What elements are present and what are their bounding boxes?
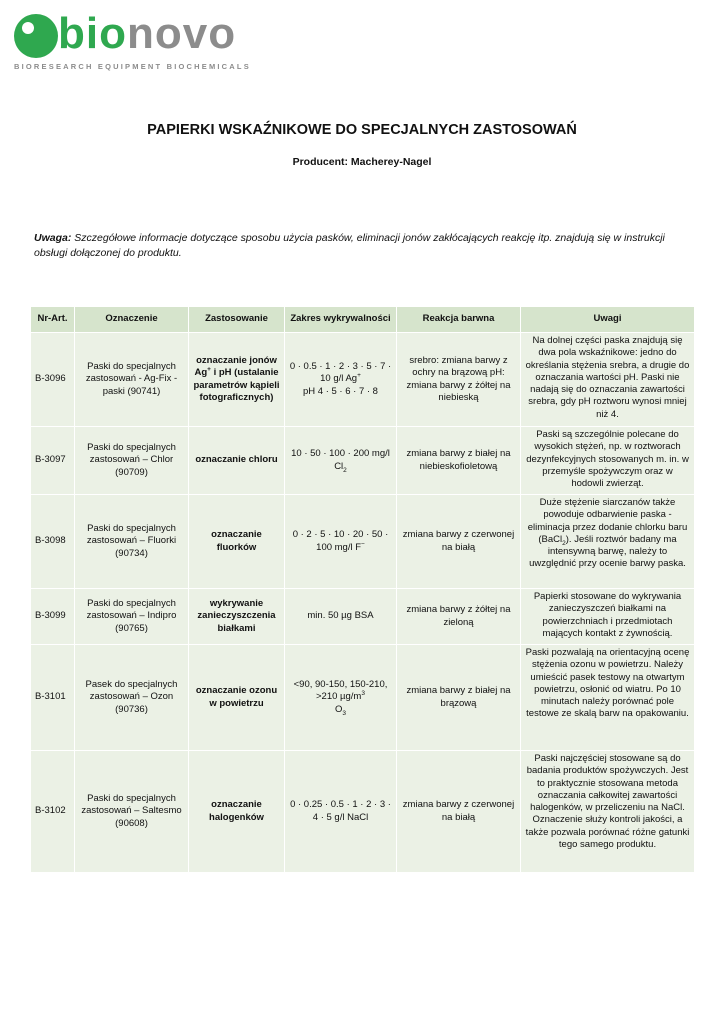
cell-name: Paski do specjalnych zastosowań – Fluorki (90734) (75, 495, 189, 589)
cell-reaction: srebro: zmiana barwy z ochry na brązową pH: zmiana barwy z żółtej na niebieską (397, 333, 521, 427)
cell-range: 0 · 0.25 · 0.5 · 1 · 2 · 3 · 4 · 5 g/l NaCl (285, 751, 397, 873)
cell-use: oznaczanie halogenków (189, 751, 285, 873)
cell-remarks: Paski są szczególnie polecane do wysokich stężeń, np. w roztworach dezynfekcyjnych stosowanych m. in. w przemyśle spożywczym oraz w hodowli zwierząt. (521, 427, 695, 495)
table-row (31, 495, 695, 589)
products-table (30, 306, 695, 873)
cell-reaction: zmiana barwy z czerwonej na białą (397, 751, 521, 873)
cell-art: B-3099 (31, 589, 75, 645)
cell-use: oznaczanie jonów Ag+ i pH (ustalanie parametrów kąpieli fotograficznych) (189, 333, 285, 427)
cell-range: <90, 90-150, 150-210, >210 $\mu g/m^3$ $O_3$ (285, 645, 397, 751)
cell-art: B-3102 (31, 751, 75, 873)
col-header-name: Oznaczenie (75, 307, 189, 333)
cell-art: B-3098 (31, 495, 75, 589)
table-header-row (31, 307, 695, 333)
table-row (31, 645, 695, 751)
cell-range: 0 · 2 · 5 · 10 · 20 · 50 · 100 mg/l F− (285, 495, 397, 589)
cell-remarks: Papierki stosowane do wykrywania zanieczyszczeń białkami na powierzchniach i przedmiotach mających kontakt z żywnością. (521, 589, 695, 645)
cell-name: Paski do specjalnych zastosowań - Ag-Fix - paski (90741) (75, 333, 189, 427)
cell-reaction: zmiana barwy z białej na brązową (397, 645, 521, 751)
col-header-reaction: Reakcja barwna (397, 307, 521, 333)
cell-reaction: zmiana barwy z białej na niebieskofioletową (397, 427, 521, 495)
note-label: Uwaga: (34, 232, 72, 244)
usage-note (34, 231, 674, 261)
cell-remarks: Na dolnej części paska znajdują się dwa pola wskaźnikowe: jedno do określania stężenia srebra, a drugie do oznaczania wartości pH. Paski nie nadają się do oznaczania zawartości srebra, gdy pH roztworu wynosi mniej niż 4. (521, 333, 695, 427)
col-header-range: Zakres wykrywalności (285, 307, 397, 333)
logo-circle-icon (12, 12, 60, 60)
cell-art: B-3096 (31, 333, 75, 427)
cell-use: oznaczanie fluorków (189, 495, 285, 589)
cell-art: B-3097 (31, 427, 75, 495)
cell-use: oznaczanie ozonu w powietrzu (189, 645, 285, 751)
cell-reaction: zmiana barwy z żółtej na zieloną (397, 589, 521, 645)
col-header-use: Zastosowanie (189, 307, 285, 333)
logo-wordmark: bionovo (58, 9, 237, 58)
table-row (31, 427, 695, 495)
cell-name: Paski do specjalnych zastosowań – Saltesmo (90608) (75, 751, 189, 873)
col-header-art: Nr-Art. (31, 307, 75, 333)
col-header-remarks: Uwagi (521, 307, 695, 333)
note-text: Szczegółowe informacje dotyczące sposobu użycia pasków, eliminacji jonów zakłócających reakcję itp. znajdują się w instrukcji obsługi dołączonej do produktu. (34, 232, 665, 259)
cell-remarks: Paski najczęściej stosowane są do badania produktów spożywczych. Jest to praktycznie stosowana metoda oznaczania całkowitej zawartości halogenków, w przeliczeniu na NaCl. Oznaczenie służy kontroli jakości, a także pozwala porównać różne gatunki tego samego produktu. (521, 751, 695, 873)
producer-line: Producent: Macherey-Nagel (292, 156, 432, 168)
cell-name: Paski do specjalnych zastosowań – Chlor (90709) (75, 427, 189, 495)
cell-range: 0 · 0.5 · 1 · 2 · 3 · 5 · 7 · 10 g/l Ag+ pH 4 · 5 · 6 · 7 · 8 (285, 333, 397, 427)
cell-remarks: Duże stężenie siarczanów także powoduje odbarwienie paska - eliminacja przez dodanie chlorku baru (BaCl$_2$). Jeśli roztwór badany ma intensywną barwę, należy to uwzględnić przy ocenie barwy paska. (521, 495, 695, 589)
cell-name: Paski do specjalnych zastosowań – Indipro (90765) (75, 589, 189, 645)
cell-use: wykrywanie zanieczyszczenia białkami (189, 589, 285, 645)
cell-reaction: zmiana barwy z czerwonej na białą (397, 495, 521, 589)
cell-range: 10 · 50 · 100 · 200 mg/l $Cl_2$ (285, 427, 397, 495)
cell-art: B-3101 (31, 645, 75, 751)
table-row (31, 751, 695, 873)
cell-remarks: Paski pozwalają na orientacyjną ocenę stężenia ozonu w powietrzu. Należy umieścić pasek testowy na otwartym powietrzu, osłonić od wiatru. Po 10 minutach należy porównać pole testowe ze skalą barw na opakowaniu. (521, 645, 695, 751)
cell-range: min. 50 µg BSA (285, 589, 397, 645)
document-title: PAPIERKI WSKAŹNIKOWE DO SPECJALNYCH ZASTOSOWAŃ (147, 122, 577, 138)
bionovo-logo (12, 9, 272, 72)
logo-tagline: BIORESEARCH EQUIPMENT BIOCHEMICALS (14, 62, 251, 71)
table-row (31, 589, 695, 645)
cell-name: Pasek do specjalnych zastosowań – Ozon (90736) (75, 645, 189, 751)
cell-use: oznaczanie chloru (189, 427, 285, 495)
table-row (31, 333, 695, 427)
